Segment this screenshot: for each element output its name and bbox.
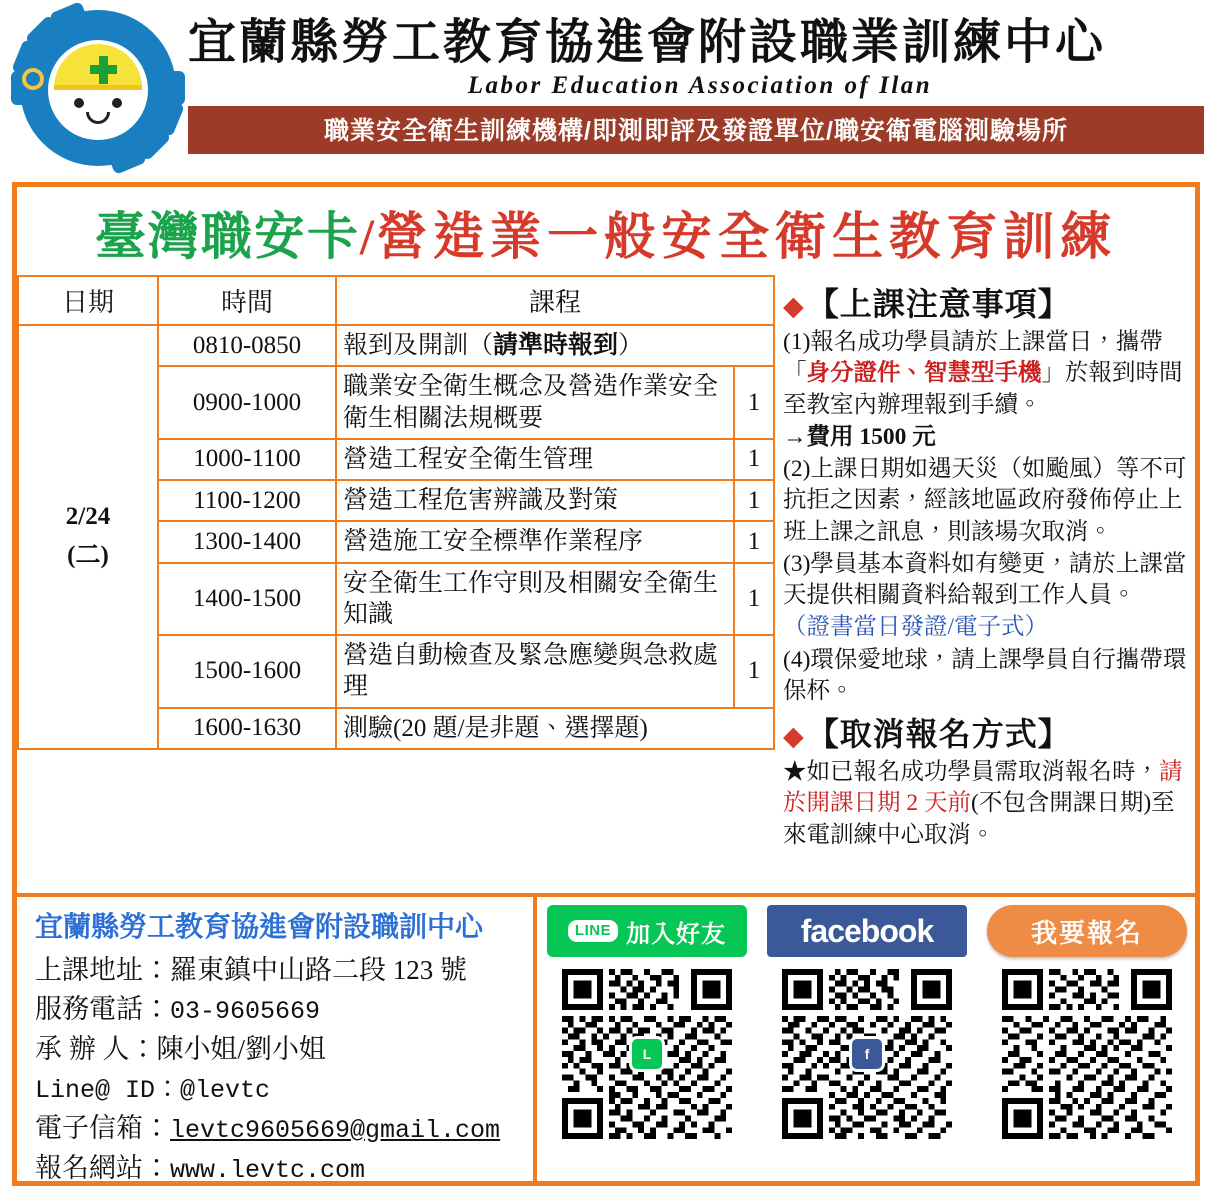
time-cell: 0810-0850 <box>158 325 336 366</box>
cancel-body <box>783 757 1189 851</box>
notes-panel <box>779 275 1191 851</box>
course-cell: 測驗(20 題/是非題、選擇題) <box>336 708 774 749</box>
contact-line-id-value: @levtc <box>180 1075 271 1105</box>
table-row <box>18 325 774 366</box>
contact-block <box>17 897 537 1185</box>
main-frame <box>12 182 1200 1186</box>
note-certificate: （證書當日發證/電子式） <box>783 614 1049 641</box>
table-header-row <box>18 276 774 325</box>
contact-address-label: 上課地址： <box>35 955 170 985</box>
notes-title-attention-text: 【上課注意事項】 <box>806 286 1071 322</box>
cancel-policy <box>783 757 1189 851</box>
signup-label: 我要報名 <box>1030 918 1143 948</box>
signup-button[interactable] <box>987 905 1187 957</box>
social-column-line <box>537 897 757 1181</box>
hours-cell: 1 <box>734 563 774 636</box>
course-cell: 營造工程危害辨識及對策 <box>336 480 734 521</box>
time-cell: 0900-1000 <box>158 366 336 439</box>
facebook-label: facebook <box>800 912 934 949</box>
column-header-time: 時間 <box>158 276 336 325</box>
course-banner <box>17 187 1195 275</box>
facebook-icon: f <box>849 1036 885 1072</box>
facebook-qr-code[interactable] <box>782 969 952 1139</box>
contact-email-value[interactable]: levtc9605669@gmail.com <box>170 1115 501 1145</box>
contact-title: 宜蘭縣勞工教育協進會附設職訓中心 <box>35 912 484 943</box>
time-cell: 1300-1400 <box>158 521 336 562</box>
note-fee: →費用 1500 元 <box>783 423 936 450</box>
banner-part-2: 營造業一般安全衛生教育訓練 <box>376 210 1118 266</box>
contact-line-id <box>35 1069 523 1109</box>
organization-subtitle: Labor Education Association of Ilan <box>467 72 933 100</box>
banner-part-1: 臺灣職安卡 <box>94 210 360 266</box>
social-column-signup <box>977 897 1197 1181</box>
header <box>0 0 1212 178</box>
cancel-tail: (不包含開課日期)至來電訓練中心取消。 <box>783 790 1175 848</box>
cancel-emphasis: 請於開課日期 2 天前 <box>783 759 1183 817</box>
course-cell <box>336 325 774 366</box>
contact-line-id-label: Line@ ID： <box>35 1075 181 1105</box>
line-icon: LINE <box>568 920 618 942</box>
contact-website-value[interactable]: www.levtc.com <box>170 1155 366 1185</box>
line-add-friend-button[interactable] <box>547 905 747 957</box>
line-icon: L <box>629 1036 665 1072</box>
cancel-lead: ★如已報名成功學員需取消報名時， <box>783 759 1159 785</box>
organization-qualification-band: 職業安全衛生訓練機構/即測即評及發證單位/職安衛電腦測驗場所 <box>188 106 1204 154</box>
course-text-tail: ） <box>618 332 644 359</box>
schedule-table <box>17 275 775 750</box>
course-cell: 職業安全衛生概念及營造作業安全衛生相關法規概要 <box>336 366 734 439</box>
contact-staff <box>35 1030 523 1069</box>
social-column-facebook <box>757 897 977 1181</box>
notes-title-cancel-text: 【取消報名方式】 <box>806 716 1071 752</box>
contact-staff-value: 陳小姐/劉小姐 <box>156 1033 327 1064</box>
column-header-date: 日期 <box>18 276 158 325</box>
contact-phone-label: 服務電話： <box>35 993 170 1024</box>
contact-staff-label: 承 辦 人： <box>35 1033 157 1064</box>
note-1-tail: 」於報到時間至教室內辦理報到手續。 <box>783 360 1183 418</box>
contact-phone-value: 03-9605669 <box>170 996 321 1026</box>
social-block <box>537 897 1197 1181</box>
note-item-3: (3)學員基本資料如有變更，請於上課當天提供相關資料給報到工作人員。 <box>783 550 1187 608</box>
time-cell: 1000-1100 <box>158 439 336 480</box>
contact-address <box>35 951 523 990</box>
course-cell: 安全衛生工作守則及相關安全衛生知識 <box>336 563 734 636</box>
course-text: 報到及開訓（ <box>343 332 494 359</box>
time-cell: 1100-1200 <box>158 480 336 521</box>
banner-slash: / <box>359 210 377 266</box>
line-qr-code[interactable] <box>562 969 732 1139</box>
course-cell: 營造施工安全標準作業程序 <box>336 521 734 562</box>
weekday-value: (二) <box>67 541 109 569</box>
note-1-lead: (1)報名成功學員請於上課當日，攜帶「 <box>783 329 1163 387</box>
column-header-course: 課程 <box>336 276 774 325</box>
hours-cell: 1 <box>734 635 774 708</box>
time-cell: 1600-1630 <box>158 708 336 749</box>
note-item-2: (2)上課日期如遇天災（如颱風）等不可抗拒之因素，經該地區政府發佈停止上班上課之訊息，則該場次取消。 <box>783 456 1187 545</box>
date-value: 2/24 <box>65 503 111 531</box>
time-cell: 1400-1500 <box>158 563 336 636</box>
notes-title-cancel <box>783 709 1189 755</box>
course-cell: 營造自動檢查及緊急應變與急救處理 <box>336 635 734 708</box>
course-cell: 營造工程安全衛生管理 <box>336 439 734 480</box>
contact-website-label: 報名網站： <box>35 1152 170 1183</box>
hours-cell: 1 <box>734 439 774 480</box>
date-cell <box>18 325 158 749</box>
line-add-friend-label: 加入好友 <box>626 920 727 948</box>
note-item-1 <box>783 327 1189 421</box>
footer <box>17 893 1195 1185</box>
note-1-emphasis: 身分證件、智慧型手機 <box>806 360 1042 387</box>
hours-cell: 1 <box>734 366 774 439</box>
signup-qr-code[interactable] <box>1002 969 1172 1139</box>
contact-phone <box>35 990 523 1030</box>
hours-cell: 1 <box>734 521 774 562</box>
hours-cell: 1 <box>734 480 774 521</box>
time-cell: 1500-1600 <box>158 635 336 708</box>
notes-title-attention <box>783 279 1189 325</box>
note-item-4: (4)環保愛地球，請上課學員自行攜帶環保杯。 <box>783 646 1187 704</box>
notes-body <box>783 327 1189 707</box>
contact-email <box>35 1109 523 1149</box>
course-text-emphasis: 請準時報到 <box>493 332 619 359</box>
diamond-icon: ◆ <box>783 721 805 751</box>
organization-logo-icon <box>14 6 182 174</box>
diamond-icon: ◆ <box>783 291 805 321</box>
contact-address-value: 羅東鎮中山路二段 123 號 <box>170 955 467 985</box>
facebook-button[interactable] <box>767 905 967 957</box>
organization-title: 宜蘭縣勞工教育協進會附設職業訓練中心 <box>188 16 1107 69</box>
contact-website <box>35 1149 523 1189</box>
contact-email-label: 電子信箱： <box>35 1112 170 1143</box>
